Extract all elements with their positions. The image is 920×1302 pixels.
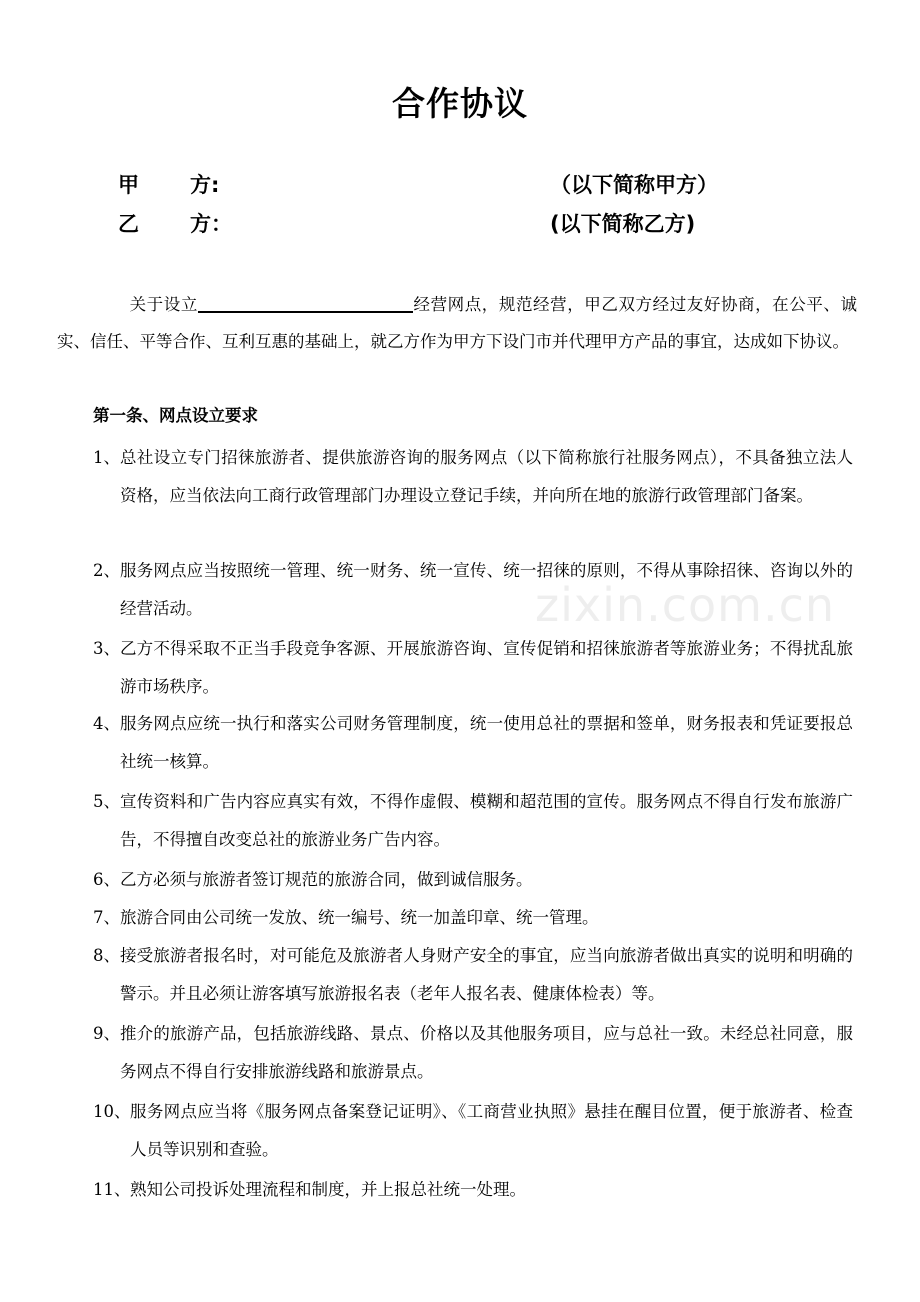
party-a-abbreviation: （以下简称甲方）: [550, 173, 718, 197]
item-text: 熟知公司投诉处理流程和制度，并上报总社统一处理。: [130, 1180, 526, 1199]
list-item: [93, 439, 853, 515]
item-text: 推介的旅游产品，包括旅游线路、景点、价格以及其他服务项目，应与总社一致。未经总社同意，服务网点不得自行安排旅游线路和旅游景点。: [120, 1024, 853, 1081]
blank-underline: [198, 293, 413, 313]
item-text: 总社设立专门招徕旅游者、提供旅游咨询的服务网点（以下简称旅行社服务网点），不具备独立法人资格，应当依法向工商行政管理部门办理设立登记手续，并向所在地的旅游行政管理部门备案。: [120, 448, 853, 505]
intro-prefix: 关于设立: [129, 295, 198, 314]
item-text: 服务网点应统一执行和落实公司财务管理制度，统一使用总社的票据和签单，财务报表和凭证要报总社统一核算。: [120, 714, 853, 771]
item-number: 10、: [93, 1102, 131, 1121]
party-b-line: [118, 208, 838, 238]
intro-paragraph: [57, 286, 857, 360]
item-number: 5、: [93, 792, 120, 811]
section-heading: 第一条、网点设立要求: [93, 406, 258, 425]
item-text: 宣传资料和广告内容应真实有效，不得作虚假、模糊和超范围的宣传。服务网点不得自行发布旅游广告，不得擅自改变总社的旅游业务广告内容。: [120, 792, 853, 849]
party-b-label: 乙: [118, 212, 139, 236]
list-item: [93, 1015, 853, 1091]
document-title: 合作协议: [392, 84, 528, 123]
item-number: 3、: [93, 639, 120, 658]
list-item: [93, 937, 853, 1013]
item-number: 11、: [93, 1180, 131, 1199]
item-text: 旅游合同由公司统一发放、统一编号、统一加盖印章、统一管理。: [120, 908, 599, 927]
party-b-abbreviation: (以下简称乙方): [550, 212, 696, 236]
item-number: 4、: [93, 714, 120, 733]
list-item: [93, 861, 853, 899]
list-item: [93, 705, 853, 781]
item-text: 接受旅游者报名时，对可能危及旅游者人身财产安全的事宜，应当向旅游者做出真实的说明和明确的警示。并且必须让游客填写旅游报名表（老年人报名表、健康体检表）等。: [120, 946, 853, 1003]
list-item: [93, 899, 853, 937]
item-text: 服务网点应当按照统一管理、统一财务、统一宣传、统一招徕的原则，不得从事除招徕、咨询以外的经营活动。: [120, 561, 853, 618]
item-number: 9、: [93, 1024, 120, 1043]
list-item: [93, 783, 853, 859]
party-b-colon: 方：: [190, 212, 232, 236]
item-number: 6、: [93, 870, 120, 889]
party-a-label: 甲: [118, 173, 139, 197]
party-a-line: [118, 169, 838, 199]
item-text: 乙方不得采取不正当手段竞争客源、开展旅游咨询、宣传促销和招徕旅游者等旅游业务；不得扰乱旅游市场秩序。: [120, 639, 853, 696]
item-number: 2、: [93, 561, 120, 580]
list-item: [93, 1093, 853, 1169]
item-number: 1、: [93, 448, 120, 467]
list-item: [93, 630, 853, 706]
item-text: 乙方必须与旅游者签订规范的旅游合同，做到诚信服务。: [120, 870, 533, 889]
item-text: 服务网点应当将《服务网点备案登记证明》、《工商营业执照》悬挂在醒目位置，便于旅游者、检查人员等识别和查验。: [130, 1102, 853, 1159]
item-number: 8、: [93, 946, 120, 965]
watermark: zixin.com.cn: [535, 578, 836, 632]
list-item: [93, 1171, 853, 1209]
intro-suffix: 经营网点，规范经营，甲乙双方经过友好协商，在公平、诚实、信任、平等合作、互利互惠的基础上，就乙方作为甲方下设门市并代理甲方产品的事宜，达成如下协议。: [57, 295, 858, 351]
party-a-colon: 方:: [190, 173, 220, 197]
item-number: 7、: [93, 908, 120, 927]
